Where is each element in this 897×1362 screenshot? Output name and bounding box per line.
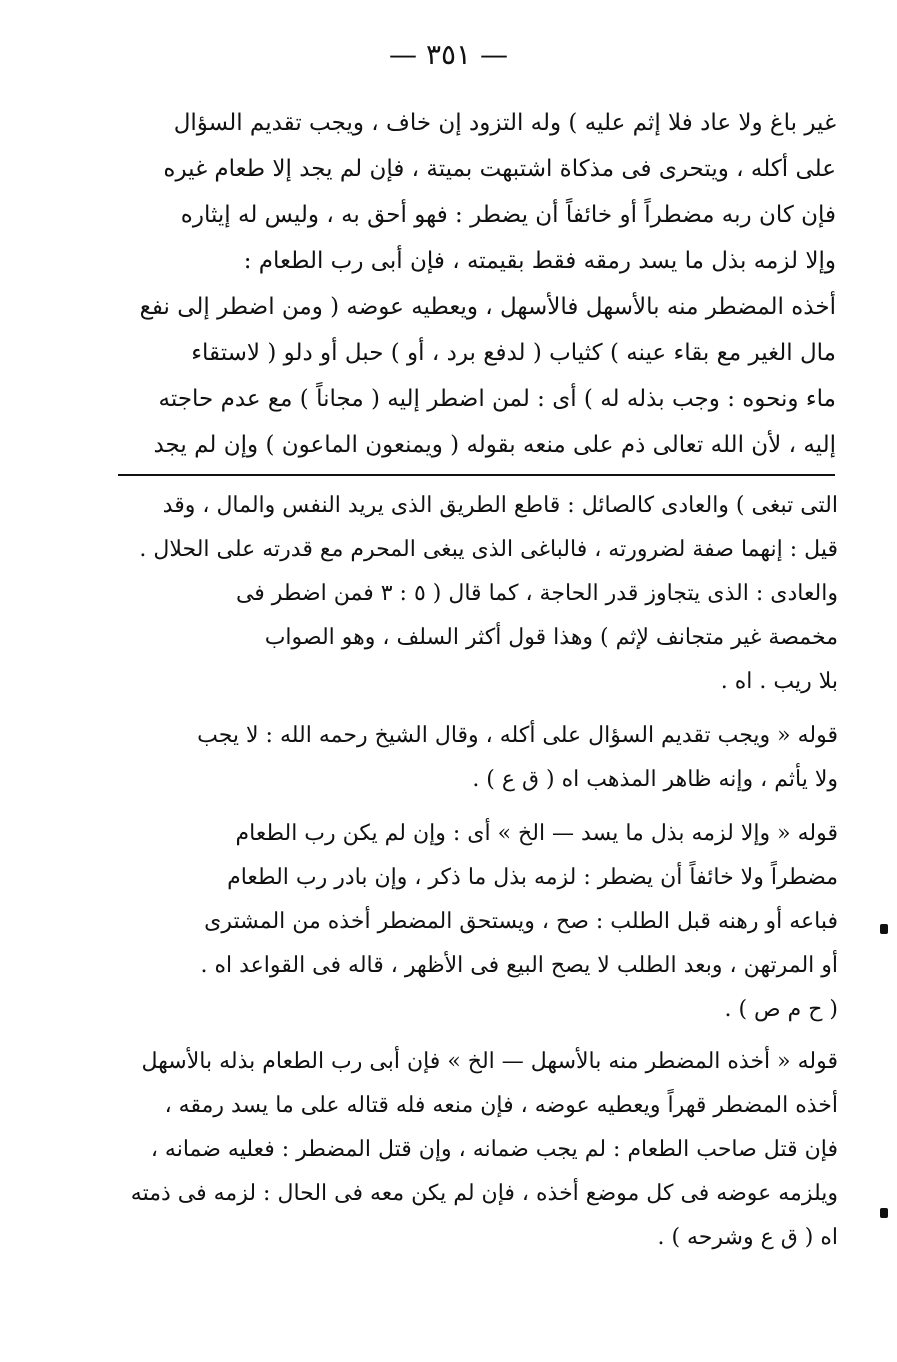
footnote-line: ويلزمه عوضه فى كل موضع أخذه ، فإن لم يكن معه فى الحال : لزمه فى ذمته xyxy=(130,1181,838,1206)
footnote-line: ولا يأثم ، وإنه ظاهر المذهب اه ( ق ع ) . xyxy=(472,767,838,792)
footnote-line: فباعه أو رهنه قبل الطلب : صح ، ويستحق المضطر أخذه من المشترى xyxy=(204,909,838,934)
footnote-3 xyxy=(118,812,838,1032)
footnotes xyxy=(118,484,838,1260)
footnote-line: بلا ريب . اه . xyxy=(720,669,838,694)
main-text-line: غير باغ ولا عاد فلا إثم عليه ) وله التزود إن خاف ، ويجب تقديم السؤال xyxy=(173,110,836,136)
footnote-1 xyxy=(118,484,838,704)
footnote-line: قيل : إنهما صفة لضرورته ، فالباغى الذى يبغى المحرم مع قدرته على الحلال . xyxy=(139,537,838,562)
footnote-divider xyxy=(118,474,835,476)
footnote-line: فإن قتل صاحب الطعام : لم يجب ضمانه ، وإن قتل المضطر : فعليه ضمانه ، xyxy=(150,1137,838,1162)
footnote-line: قوله « وإلا لزمه بذل ما يسد — الخ » أى : وإن لم يكن رب الطعام xyxy=(235,821,838,846)
footnote-line: اه ( ق ع وشرحه ) . xyxy=(657,1225,838,1250)
footnote-line: مخمصة غير متجانف لإثم ) وهذا قول أكثر السلف ، وهو الصواب xyxy=(264,625,838,650)
main-text xyxy=(118,100,836,468)
main-text-line: مال الغير مع بقاء عينه ) كثياب ( لدفع برد ، أو ) حبل أو دلو ( لاستقاء xyxy=(191,340,836,366)
main-text-line: وإلا لزمه بذل ما يسد رمقه فقط بقيمته ، فإن أبى رب الطعام : xyxy=(243,248,836,274)
footnote-4 xyxy=(118,1040,838,1260)
main-text-line: فإن كان ربه مضطراً أو خائفاً أن يضطر : فهو أحق به ، وليس له إيثاره xyxy=(180,202,836,228)
footnote-line: التى تبغى ) والعادى كالصائل : قاطع الطريق الذى يريد النفس والمال ، وقد xyxy=(162,493,838,518)
main-text-line: إليه ، لأن الله تعالى ذم على منعه بقوله ( ويمنعون الماعون ) وإن لم يجد xyxy=(153,432,836,458)
scan-edge-mark xyxy=(880,1208,888,1218)
footnote-line: قوله « ويجب تقديم السؤال على أكله ، وقال الشيخ رحمه الله : لا يجب xyxy=(197,723,838,748)
main-text-line: أخذه المضطر منه بالأسهل فالأسهل ، ويعطيه عوضه ( ومن اضطر إلى نفع xyxy=(139,294,836,320)
footnote-line: والعادى : الذى يتجاوز قدر الحاجة ، كما قال ( ٥ : ٣ فمن اضطر فى xyxy=(235,581,838,606)
main-text-line: ماء ونحوه : وجب بذله له ) أى : لمن اضطر إليه ( مجاناً ) مع عدم حاجته xyxy=(158,386,836,412)
footnote-line: مضطراً ولا خائفاً أن يضطر : لزمه بذل ما ذكر ، وإن بادر رب الطعام xyxy=(227,865,838,890)
footnote-line: قوله « أخذه المضطر منه بالأسهل — الخ » فإن أبى رب الطعام بذله بالأسهل xyxy=(141,1049,838,1074)
scan-edge-mark xyxy=(880,924,888,934)
footnote-line: أو المرتهن ، وبعد الطلب لا يصح البيع فى الأظهر ، قاله فى القواعد اه . xyxy=(200,953,838,978)
main-text-line: على أكله ، ويتحرى فى مذكاة اشتبهت بميتة ، فإن لم يجد إلا طعام غيره xyxy=(163,156,836,182)
page-number: — ٣٥١ — xyxy=(389,38,508,71)
footnote-line: أخذه المضطر قهراً ويعطيه عوضه ، فإن منعه فله قتاله على ما يسد رمقه ، xyxy=(164,1093,838,1118)
footnote-2 xyxy=(118,714,838,802)
footnote-line: ( ح م ص ) . xyxy=(724,997,838,1022)
